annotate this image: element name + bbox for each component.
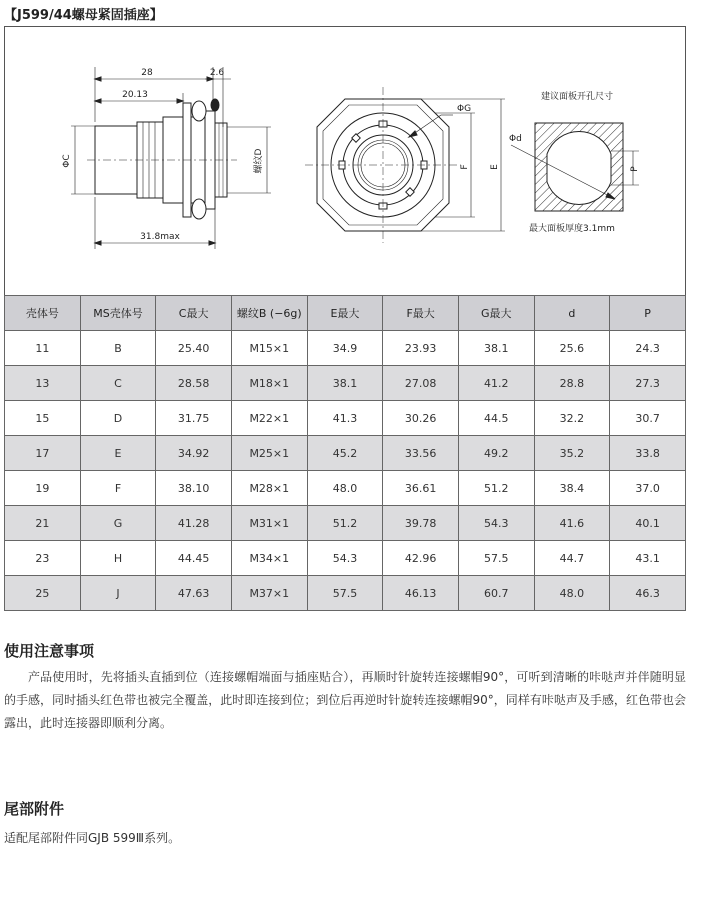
table-cell: 30.7 [610, 401, 686, 436]
drawing-svg [5, 27, 687, 297]
table-row [5, 331, 686, 366]
table-cell: M31×1 [231, 506, 307, 541]
table-cell: 41.28 [156, 506, 232, 541]
table-cell: M28×1 [231, 471, 307, 506]
table-cell: 49.2 [458, 436, 534, 471]
table-cell: 17 [5, 436, 81, 471]
panel-thickness-note: 最大面板厚度3.1mm [529, 224, 615, 234]
tail-accessory-heading: 尾部附件 [4, 800, 65, 818]
page-title: 【J599/44螺母紧固插座】 [4, 8, 163, 23]
table-cell: H [80, 541, 156, 576]
table-cell: 27.08 [383, 366, 459, 401]
table-cell: 33.8 [610, 436, 686, 471]
usage-notes-body: 产品使用时，先将插头直插到位（连接螺帽端面与插座贴合），再顺时针旋转连接螺帽90°，可听到清晰的咔哒声并伴随明显的手感，同时插头红色带也被完全覆盖，此时即连接到位；到位后再逆时针旋转连接螺帽90°，同样有咔哒声及手感，红色带也会露出，此时连接器即顺利分离。 [4, 670, 686, 730]
table-cell: 28.58 [156, 366, 232, 401]
table-cell: 57.5 [458, 541, 534, 576]
panel-cutout-title: 建议面板开孔尺寸 [541, 92, 614, 102]
table-cell: 44.7 [534, 541, 610, 576]
table-cell: 42.96 [383, 541, 459, 576]
table-cell: 46.13 [383, 576, 459, 611]
dim-31-8max: 31.8max [140, 232, 180, 242]
table-cell: 40.1 [610, 506, 686, 541]
table-cell: G [80, 506, 156, 541]
dim-20-13: 20.13 [122, 90, 148, 100]
table-cell: 30.26 [383, 401, 459, 436]
table-cell: 38.1 [458, 331, 534, 366]
table-cell: 43.1 [610, 541, 686, 576]
table-row [5, 366, 686, 401]
label-phi-c: ΦC [62, 154, 72, 168]
panel-cutout [511, 123, 639, 211]
table-cell: M18×1 [231, 366, 307, 401]
table-row [5, 576, 686, 611]
table-cell: 44.5 [458, 401, 534, 436]
table-row [5, 471, 686, 506]
table-cell: 25.40 [156, 331, 232, 366]
col-thread-b: 螺纹B (−6g) [231, 296, 307, 331]
table-cell: 39.78 [383, 506, 459, 541]
table-cell: 38.1 [307, 366, 383, 401]
spec-table [4, 295, 686, 611]
table-cell: 11 [5, 331, 81, 366]
table-cell: 19 [5, 471, 81, 506]
label-f: F [460, 164, 470, 170]
table-cell: 27.3 [610, 366, 686, 401]
table-cell: 47.63 [156, 576, 232, 611]
table-cell: 38.10 [156, 471, 232, 506]
col-shell-size: 壳体号 [5, 296, 81, 331]
table-cell: M34×1 [231, 541, 307, 576]
label-e: E [490, 164, 500, 170]
label-phi-d: Φd [509, 134, 522, 144]
col-d: d [534, 296, 610, 331]
table-cell: 51.2 [307, 506, 383, 541]
dim-2-6: 2.6 [209, 68, 225, 78]
table-cell: 28.8 [534, 366, 610, 401]
table-cell: E [80, 436, 156, 471]
table-cell: 41.6 [534, 506, 610, 541]
table-cell: 34.9 [307, 331, 383, 366]
col-g-max: G最大 [458, 296, 534, 331]
table-cell: 44.45 [156, 541, 232, 576]
col-ms-shell: MS壳体号 [80, 296, 156, 331]
table-cell: 54.3 [458, 506, 534, 541]
table-row [5, 401, 686, 436]
table-cell: 57.5 [307, 576, 383, 611]
table-cell: 21 [5, 506, 81, 541]
col-c-max: C最大 [156, 296, 232, 331]
table-cell: 36.61 [383, 471, 459, 506]
table-row [5, 541, 686, 576]
table-row [5, 506, 686, 541]
table-cell: 38.4 [534, 471, 610, 506]
table-cell: 41.2 [458, 366, 534, 401]
table-cell: 33.56 [383, 436, 459, 471]
table-cell: 15 [5, 401, 81, 436]
tail-accessory-body: 适配尾部附件同GJB 599Ⅲ系列。 [4, 831, 181, 845]
dim-28: 28 [141, 68, 153, 78]
table-cell: 48.0 [307, 471, 383, 506]
table-cell: J [80, 576, 156, 611]
table-cell: B [80, 331, 156, 366]
table-row [5, 436, 686, 471]
table-cell: 24.3 [610, 331, 686, 366]
table-cell: 51.2 [458, 471, 534, 506]
table-cell: F [80, 471, 156, 506]
table-cell: 25.6 [534, 331, 610, 366]
table-cell: 41.3 [307, 401, 383, 436]
table-cell: 32.2 [534, 401, 610, 436]
side-view [71, 67, 271, 249]
usage-notes-heading: 使用注意事项 [4, 642, 95, 660]
table-cell: 23 [5, 541, 81, 576]
label-phi-g: ΦG [457, 104, 472, 114]
table-cell: 48.0 [534, 576, 610, 611]
table-cell: 37.0 [610, 471, 686, 506]
table-cell: D [80, 401, 156, 436]
table-cell: 60.7 [458, 576, 534, 611]
table-cell: 35.2 [534, 436, 610, 471]
table-cell: M37×1 [231, 576, 307, 611]
table-cell: 23.93 [383, 331, 459, 366]
table-cell: M15×1 [231, 331, 307, 366]
table-cell: M22×1 [231, 401, 307, 436]
technical-drawing [4, 26, 686, 296]
table-cell: M25×1 [231, 436, 307, 471]
col-f-max: F最大 [383, 296, 459, 331]
label-p: P [630, 166, 640, 172]
label-thread-d: 螺纹D [254, 148, 264, 174]
table-cell: 25 [5, 576, 81, 611]
table-header-row [5, 296, 686, 331]
table-cell: 46.3 [610, 576, 686, 611]
col-e-max: E最大 [307, 296, 383, 331]
table-cell: 54.3 [307, 541, 383, 576]
col-p: P [610, 296, 686, 331]
table-cell: 31.75 [156, 401, 232, 436]
front-view [305, 87, 505, 243]
table-cell: 13 [5, 366, 81, 401]
table-cell: 34.92 [156, 436, 232, 471]
table-cell: C [80, 366, 156, 401]
table-cell: 45.2 [307, 436, 383, 471]
